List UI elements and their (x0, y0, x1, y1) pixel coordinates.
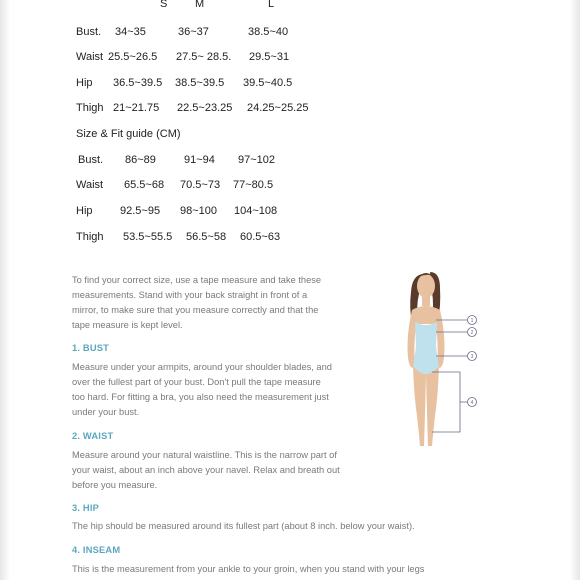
cell-s: 53.5~55.5 (123, 231, 173, 243)
cell-m: 22.5~23.25 (177, 102, 233, 114)
swimsuit-shape (413, 322, 439, 374)
row-label: Thigh (76, 231, 104, 243)
row-label: Bust. (78, 154, 104, 166)
section-title-hip: 3. HIP (72, 503, 100, 513)
cell-s: 36.5~39.5 (113, 77, 163, 89)
guide-intro-line: measurements. Stand with your back straight in front of a (72, 290, 308, 300)
section-line: before you measure. (72, 480, 158, 490)
cell-s: 25.5~26.5 (108, 51, 158, 63)
size-header-l: L (268, 0, 275, 10)
cell-s: 86~89 (125, 154, 156, 166)
neck-shape (422, 296, 430, 306)
cell-l: 60.5~63 (240, 231, 281, 243)
section-body-inseam (72, 562, 424, 577)
marker-label: 1 (470, 318, 474, 324)
section-line: under your bust. (72, 407, 140, 417)
row-label: Thigh (76, 102, 104, 114)
cell-m: 70.5~73 (180, 179, 221, 191)
size-header-s: S (160, 0, 168, 10)
guide-intro-line: tape measure is kept level. (72, 320, 183, 330)
row-label: Hip (76, 205, 93, 217)
guide-intro (72, 273, 412, 333)
row-label: Bust. (76, 26, 102, 38)
row-label: Waist (76, 51, 104, 63)
frame-edge-left (0, 0, 10, 580)
cell-m: 91~94 (184, 154, 215, 166)
marker-label: 4 (470, 400, 474, 406)
cell-l: 97~102 (238, 154, 276, 166)
cell-l: 24.25~25.25 (247, 102, 309, 114)
section-body-hip (72, 519, 415, 534)
cell-m: 98~100 (180, 205, 218, 217)
cell-s: 34~35 (115, 26, 146, 38)
cell-s: 65.5~68 (124, 179, 165, 191)
row-label: Hip (76, 77, 93, 89)
cell-m: 36~37 (178, 26, 209, 38)
size-header-m: M (195, 0, 205, 10)
guide-intro-line: To find your correct size, use a tape measure and take these (72, 275, 322, 285)
cell-l: 77~80.5 (233, 179, 274, 191)
guide-intro-line: mirror, to make sure that you measure correctly and that the (72, 305, 319, 315)
section-line: Measure around your natural waistline. This is the narrow part of (72, 450, 337, 460)
cell-m: 56.5~58 (186, 231, 227, 243)
section-body-bust (72, 360, 332, 420)
cm-table-title: Size & Fit guide (CM) (76, 128, 181, 140)
section-line: Measure under your armpits, around your shoulder blades, and (72, 362, 332, 372)
cell-m: 38.5~39.5 (175, 77, 225, 89)
section-line: The hip should be measured around its fullest part (about 8 inch. below your waist). (72, 521, 415, 531)
section-body-waist (72, 448, 340, 493)
section-line: This is the measurement from your ankle to your groin, when you stand with your legs (72, 564, 425, 574)
section-line: your waist, about an inch above your navel. Relax and breath out (72, 465, 340, 475)
head-shape (417, 274, 435, 298)
left-leg (413, 366, 426, 446)
cell-m: 27.5~ 28.5. (176, 51, 232, 63)
cell-l: 38.5~40 (248, 26, 289, 38)
cell-l: 29.5~31 (249, 51, 290, 63)
marker-label: 2 (470, 330, 474, 336)
cell-s: 21~21.75 (113, 102, 160, 114)
marker-label: 3 (470, 354, 474, 360)
cell-s: 92.5~95 (120, 205, 161, 217)
body-measurement-figure (392, 266, 492, 456)
section-line: over the fullest part of your bust. Don't pull the tape measure (72, 377, 321, 387)
cell-l: 104~108 (234, 205, 278, 217)
section-title-inseam: 4. INSEAM (72, 545, 121, 555)
section-line: too hard. For fitting a bra, you also need the measurement just (72, 392, 329, 402)
right-leg (426, 366, 439, 446)
row-label: Waist (76, 179, 104, 191)
section-title-bust: 1. BUST (72, 343, 110, 353)
frame-edge-right (570, 0, 580, 580)
shoulders-shape (412, 306, 440, 324)
section-title-waist: 2. WAIST (72, 431, 114, 441)
cell-l: 39.5~40.5 (243, 77, 293, 89)
